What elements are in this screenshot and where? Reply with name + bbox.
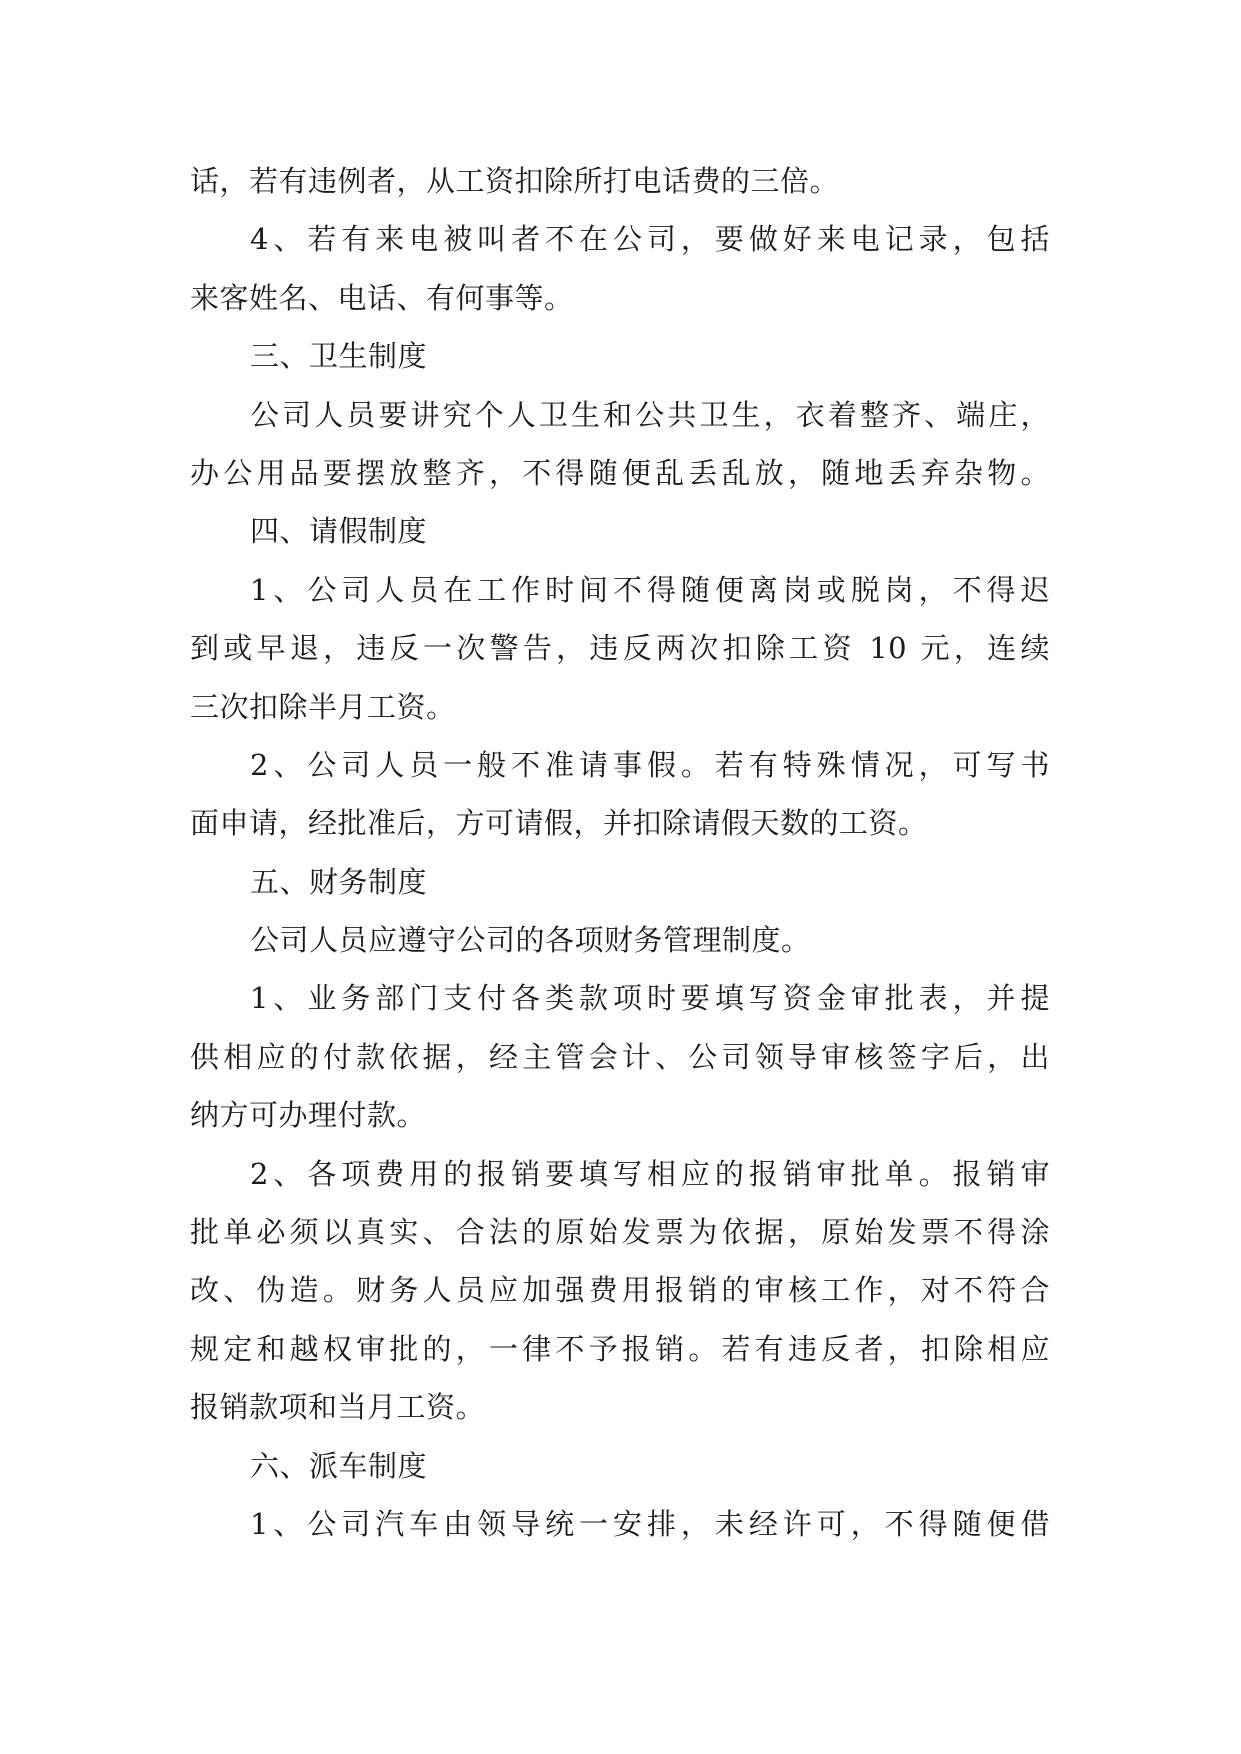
text-line: 2、各项费用的报销要填写相应的报销审批单。报销审	[250, 1156, 1050, 1191]
text-line: 1、公司汽车由领导统一安排，未经许可，不得随便借	[250, 1506, 1050, 1541]
text-line: 话，若有违例者，从工资扣除所打电话费的三倍。	[190, 164, 840, 198]
text-line: 纳方可办理付款。	[190, 1098, 427, 1133]
text-line: 4、若有来电被叫者不在公司，要做好来电记录，包括	[250, 222, 1050, 257]
text-line: 2、公司人员一般不准请事假。若有特殊情况，可写书	[250, 747, 1050, 782]
text-line: 1、业务部门支付各类款项时要填写资金审批表，并提	[250, 981, 1050, 1016]
text-line: 公司人员要讲究个人卫生和公共卫生，衣着整齐、端庄，	[250, 397, 1050, 432]
text-line: 三次扣除半月工资。	[190, 689, 456, 724]
text-line: 规定和越权审批的，一律不予报销。若有违反者，扣除相应	[190, 1331, 1050, 1366]
text-line: 报销款项和当月工资。	[190, 1390, 486, 1425]
text-line: 办公用品要摆放整齐，不得随便乱丢乱放，随地丢弃杂物。	[190, 455, 1050, 490]
text-line: 六、派车制度	[250, 1448, 428, 1483]
text-line: 供相应的付款依据，经主管会计、公司领导审核签字后，出	[190, 1039, 1050, 1074]
text-line: 1、公司人员在工作时间不得随便离岗或脱岗，不得迟	[250, 572, 1050, 607]
text-line: 四、请假制度	[250, 514, 428, 549]
text-line: 改、伪造。财务人员应加强费用报销的审核工作，对不符合	[190, 1273, 1050, 1308]
text-line: 来客姓名、电话、有何事等。	[190, 280, 574, 315]
text-line: 三、卫生制度	[250, 339, 428, 374]
document-body	[190, 152, 1050, 1553]
text-line: 到或早退，违反一次警告，违反两次扣除工资 10 元，连续	[190, 631, 1050, 666]
text-line: 公司人员应遵守公司的各项财务管理制度。	[250, 923, 811, 958]
text-line: 面申请，经批准后，方可请假，并扣除请假天数的工资。	[190, 806, 928, 841]
text-line: 批单必须以真实、合法的原始发票为依据，原始发票不得涂	[190, 1215, 1050, 1250]
text-line: 五、财务制度	[250, 864, 428, 899]
